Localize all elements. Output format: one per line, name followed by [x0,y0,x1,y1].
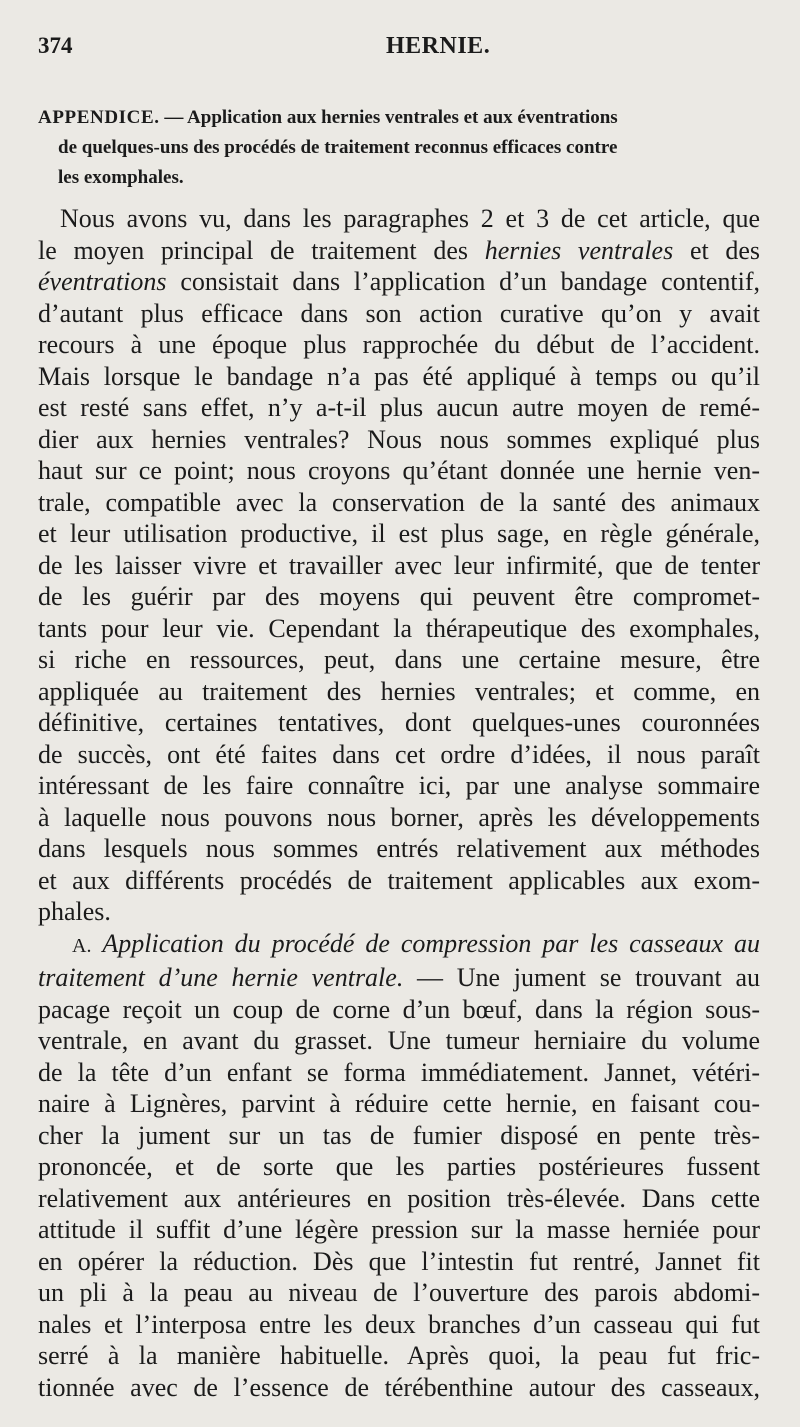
section-a-line: naire à Lignères, parvint à réduire cette hernie, en faisant cou- [38,1089,760,1118]
section-a-line: tionnée avec de l’essence de térébenthine autour des casseaux, [38,1372,760,1402]
section-a-line: un pli à la peau au niveau de l’ouverture des parois abdomi- [38,1278,760,1307]
paragraph-line: de succès, ont été faites dans cet ordre d’idées, il nous paraît [38,739,760,769]
paragraph-line: de les laisser vivre et travailler avec leur infirmité, que de tenter [38,550,760,580]
section-a-line: de la tête d’un enfant se forma immédiatement. Jannet, vétéri- [38,1057,760,1087]
paragraph-line: appliquée au traitement des hernies ventrales; et comme, en [38,676,760,706]
body-text [38,203,760,1403]
paragraph-line: est resté sans effet, n’y a-t-il plus aucun autre moyen de remé- [38,393,760,422]
section-a-line: pacage reçoit un coup de corne d’un bœuf, dans la région sous- [38,994,760,1024]
page-number: 374 [38,33,73,58]
paragraph-line: et leur utilisation productive, il est plus sage, en règle générale, [38,519,760,548]
section-a-title-part-2: traitement d’une hernie ventrale. [38,963,404,992]
paragraph-line: et aux différents procédés de traitement applicables aux exom- [38,865,760,895]
appendix-heading-line-1-rest: — Application aux hernies ventrales et aux éventrations [159,107,618,128]
section-a-heading-line-2 [38,962,760,994]
paragraph-line: trale, compatible avec la conservation de la santé des animaux [38,487,760,517]
paragraph-line: si riche en ressources, peut, dans une certaine mesure, être [38,645,760,674]
running-title: HERNIE. [386,33,491,59]
paragraph-line: recours à une époque plus rapprochée du début de l’accident. [38,330,760,359]
paragraph-line: intéressant de les faire connaître ici, par une analyse sommaire [38,771,760,800]
section-a-line: ventrale, en avant du grasset. Une tumeur herniaire du volume [38,1026,760,1055]
paragraph-line: d’autant plus efficace dans son action curative qu’on y avait [38,298,760,328]
section-a-line: en opérer la réduction. Dès que l’intestin fut rentré, Jannet fit [38,1246,760,1276]
appendix-label: APPENDICE. [38,107,160,128]
paragraph-line: de les guérir par des moyens qui peuvent être compromet- [38,582,760,611]
section-a-title-part-1: Application du procédé de compression par les casseaux au [102,928,760,958]
appendix-heading-line-3: les exomphales. [58,167,184,188]
text-run: consistait dans l’application d’un bandage contentif, [180,267,761,296]
section-a-line: relativement aux antérieures en position très-élevée. Dans cette [38,1183,760,1213]
section-a-heading [38,928,760,963]
text-run: le moyen principal de traitement des [38,235,468,265]
paragraph-line [38,266,760,298]
appendix-heading [38,103,758,193]
text-run: — Une jument se trouvant au [403,963,760,992]
paragraph-line: définitive, certaines tentatives, dont quelques-unes couronnées [38,708,760,737]
section-a-line: attitude il suffit d’une légère pression sur la masse herniée pour [38,1215,760,1244]
paragraph-line [38,235,760,267]
paragraph-line: à laquelle nous pouvons nous borner, après les développements [38,802,760,832]
paragraph-line: Nous avons vu, dans les paragraphes 2 et 3 de cet article, que [60,204,760,233]
paragraph-line: phales. [38,897,111,926]
section-a-line: cher la jument sur un tas de fumier disposé en pente très- [38,1120,760,1150]
appendix-heading-line-1 [38,103,758,133]
section-a-line: nales et l’interposa entre les deux branches d’un casseau qui fut [38,1309,760,1339]
paragraph-line: haut sur ce point; nous croyons qu’étant donnée une hernie ven- [38,456,760,485]
paragraph-line: dans lesquels nous sommes entrés relativement aux méthodes [38,834,760,863]
appendix-heading-line-2: de quelques-uns des procédés de traitement reconnus efficaces contre [58,137,618,158]
section-a-line: prononcée, et de sorte que les parties postérieures fussent [38,1152,760,1181]
italic-term: éventrations [38,267,167,296]
italic-term: hernies ventrales [484,235,674,265]
paragraph-line: dier aux hernies ventrales? Nous nous sommes expliqué plus [38,424,760,454]
text-run: et des [689,235,761,265]
section-a-line: serré à la manière habituelle. Après quoi, la peau fut fric- [38,1341,760,1370]
paragraph-line: Mais lorsque le bandage n’a pas été appliqué à temps ou qu’il [38,361,760,391]
section-a-letter: A. [72,934,92,957]
paragraph-line: tants pour leur vie. Cependant la thérapeutique des exomphales, [38,613,760,643]
running-head [38,33,762,63]
